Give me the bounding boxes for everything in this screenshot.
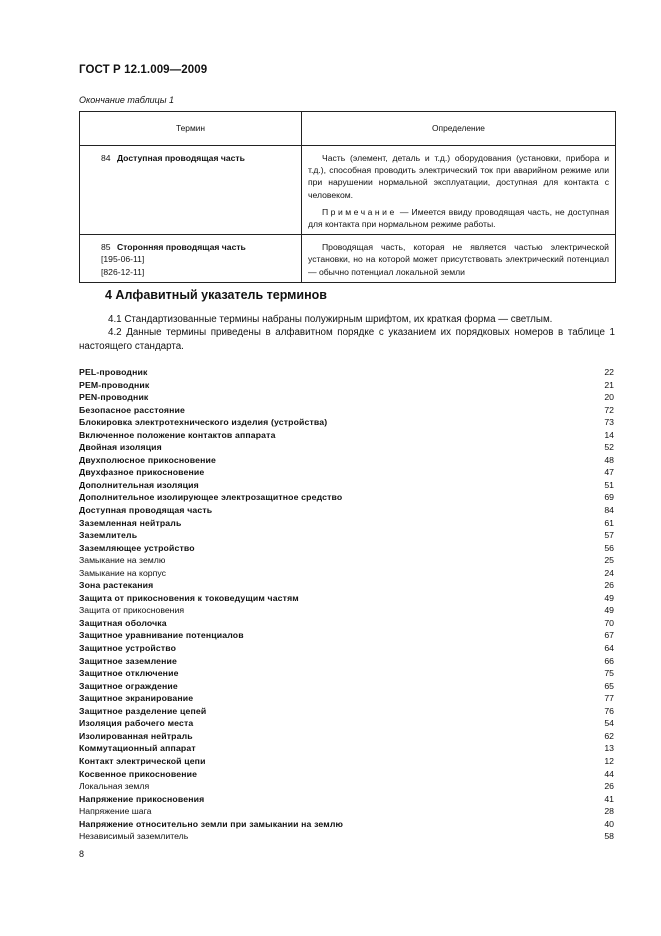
index-term: Двухполюсное прикосновение [79, 454, 216, 465]
index-entry [79, 667, 614, 680]
index-term: Дополнительное изолирующее электрозащитное средство [79, 492, 343, 503]
index-term: Защитное ограждение [79, 680, 178, 691]
definition-cell [302, 235, 616, 283]
index-term: Зона растекания [79, 580, 154, 591]
index-term: Защитное разделение цепей [79, 705, 207, 716]
index-term: Напряжение прикосновения [79, 793, 205, 804]
index-entry [79, 429, 614, 442]
term-number: 85 [101, 242, 111, 253]
index-number: 40 [604, 818, 614, 829]
index-entry [79, 742, 614, 755]
index-entry [79, 491, 614, 504]
index-entry [79, 391, 614, 404]
index-number: 26 [604, 580, 614, 591]
index-number: 64 [604, 643, 614, 654]
term-reference: [195-06-11] [101, 254, 145, 265]
index-entry [79, 454, 614, 467]
index-number: 72 [604, 404, 614, 415]
index-number: 77 [604, 693, 614, 704]
index-number: 66 [604, 655, 614, 666]
term-number: 84 [101, 153, 111, 163]
index-number: 14 [604, 429, 614, 440]
index-number: 49 [604, 605, 614, 616]
index-term: Защитное экранирование [79, 693, 194, 704]
term-name: Сторонняя проводящая часть [116, 242, 246, 253]
index-entry [79, 830, 614, 843]
index-entry [79, 592, 614, 605]
note-label: Примечание [322, 206, 397, 217]
index-entry [79, 579, 614, 592]
index-term: Защита от прикосновения [79, 605, 185, 616]
alphabetical-index [79, 366, 614, 843]
index-number: 48 [604, 454, 614, 465]
index-number: 73 [604, 417, 614, 428]
index-number: 21 [604, 379, 614, 390]
index-number: 28 [604, 806, 614, 817]
index-number: 54 [604, 718, 614, 729]
definition-text: Проводящая часть, которая не является частью электрической установки, но на которой может присутствовать электрический потенциал — обычно потенциал локальной земли [308, 242, 609, 277]
index-number: 20 [604, 392, 614, 403]
index-term: PEL-проводник [79, 367, 148, 377]
section-intro [79, 313, 615, 353]
index-entry [79, 730, 614, 743]
table-header-row [80, 112, 616, 146]
index-entry [79, 441, 614, 454]
index-term: Защитное заземление [79, 655, 177, 666]
index-entry [79, 680, 614, 693]
index-term: Локальная земля [79, 781, 150, 792]
document-header: ГОСТ Р 12.1.009—2009 [79, 64, 208, 76]
terms-table [79, 111, 616, 283]
index-term: PEM-проводник [79, 379, 150, 390]
column-header-term: Термин [80, 112, 302, 146]
index-entry [79, 517, 614, 530]
index-entry [79, 705, 614, 718]
index-term: Замыкание на корпус [79, 567, 166, 578]
index-entry [79, 529, 614, 542]
definition-note [308, 206, 609, 230]
index-entry [79, 642, 614, 655]
index-term: Заземляющее устройство [79, 542, 195, 553]
table-row [80, 235, 616, 283]
index-term: Напряжение шага [79, 806, 152, 817]
index-term: Включенное положение контактов аппарата [79, 429, 276, 440]
index-entry [79, 755, 614, 768]
index-entry [79, 818, 614, 831]
index-term: Коммутационный аппарат [79, 743, 196, 754]
index-entry [79, 617, 614, 630]
index-number: 41 [604, 793, 614, 804]
index-term: Косвенное прикосновение [79, 768, 198, 779]
index-entry [79, 504, 614, 517]
intro-paragraph: 4.2 Данные термины приведены в алфавитном порядке с указанием их порядковых номеров в таблице 1 настоящего стандарта. [79, 327, 615, 352]
index-term: Защитное уравнивание потенциалов [79, 630, 244, 641]
index-term: Блокировка электротехнического изделия (устройства) [79, 417, 328, 428]
index-entry [79, 554, 614, 567]
index-entry [79, 629, 614, 642]
index-entry [79, 416, 614, 429]
section-title: 4 Алфавитный указатель терминов [105, 288, 327, 302]
index-entry [79, 404, 614, 417]
term-name: Доступная проводящая часть [116, 153, 245, 163]
term-cell [80, 146, 302, 235]
index-entry [79, 466, 614, 479]
index-entry [79, 692, 614, 705]
term-cell [80, 235, 302, 283]
term-reference: [826-12-11] [101, 266, 145, 277]
index-number: 12 [604, 755, 614, 766]
index-number: 13 [604, 743, 614, 754]
index-number: 52 [604, 442, 614, 453]
index-term: Защитное отключение [79, 668, 179, 679]
index-number: 75 [604, 668, 614, 679]
index-entry [79, 805, 614, 818]
index-term: Дополнительная изоляция [79, 479, 199, 490]
index-number: 25 [604, 555, 614, 566]
index-number: 49 [604, 592, 614, 603]
index-number: 61 [604, 517, 614, 528]
page-number: 8 [79, 849, 85, 859]
index-entry [79, 379, 614, 392]
index-number: 65 [604, 680, 614, 691]
index-term: Замыкание на землю [79, 555, 166, 566]
index-number: 62 [604, 730, 614, 741]
index-term: Заземленная нейтраль [79, 517, 182, 528]
index-number: 84 [604, 505, 614, 516]
index-number: 24 [604, 567, 614, 578]
index-number: 76 [604, 705, 614, 716]
index-entry [79, 366, 614, 379]
index-term: Двухфазное прикосновение [79, 467, 205, 478]
note-text: — Имеется ввиду проводящая часть, не доступная для контакта при нормальном режиме работы. [308, 206, 609, 230]
index-term: Контакт электрической цепи [79, 755, 206, 766]
index-number: 26 [604, 781, 614, 792]
intro-paragraph: 4.1 Стандартизованные термины набраны полужирным шрифтом, их краткая форма — светлым. [108, 314, 553, 325]
index-term: Защита от прикосновения к токоведущим частям [79, 592, 299, 603]
index-entry [79, 604, 614, 617]
index-number: 70 [604, 617, 614, 628]
index-entry [79, 567, 614, 580]
index-term: Доступная проводящая часть [79, 505, 213, 516]
index-entry [79, 479, 614, 492]
index-entry [79, 780, 614, 793]
index-number: 67 [604, 630, 614, 641]
index-term: Независимый заземлитель [79, 831, 189, 842]
definition-text: Часть (элемент, деталь и т.д.) оборудования (установки, прибора и т.д.), способная проводить электрический ток при аварийном режиме или при нарушении нормальной эксплуатации, доступная для контакта с человеком. [308, 153, 609, 200]
index-term: Заземлитель [79, 530, 138, 541]
index-term: Изолированная нейтраль [79, 730, 193, 741]
index-entry [79, 768, 614, 781]
index-entry [79, 542, 614, 555]
column-header-definition: Определение [302, 112, 616, 146]
index-number: 69 [604, 492, 614, 503]
definition-cell [302, 146, 616, 235]
index-number: 47 [604, 467, 614, 478]
index-term: Напряжение относительно земли при замыкании на землю [79, 818, 344, 829]
index-term: Двойная изоляция [79, 442, 162, 453]
table-caption: Окончание таблицы 1 [79, 95, 174, 105]
index-entry [79, 717, 614, 730]
index-number: 57 [604, 530, 614, 541]
index-number: 44 [604, 768, 614, 779]
index-term: Изоляция рабочего места [79, 718, 194, 729]
index-term: Защитная оболочка [79, 617, 167, 628]
index-number: 58 [604, 831, 614, 842]
index-entry [79, 793, 614, 806]
index-number: 22 [604, 367, 614, 377]
index-term: Защитное устройство [79, 643, 177, 654]
index-entry [79, 655, 614, 668]
table-row [80, 146, 616, 235]
index-term: Безопасное расстояние [79, 404, 185, 415]
index-number: 51 [604, 479, 614, 490]
index-number: 56 [604, 542, 614, 553]
index-term: PEN-проводник [79, 392, 149, 403]
